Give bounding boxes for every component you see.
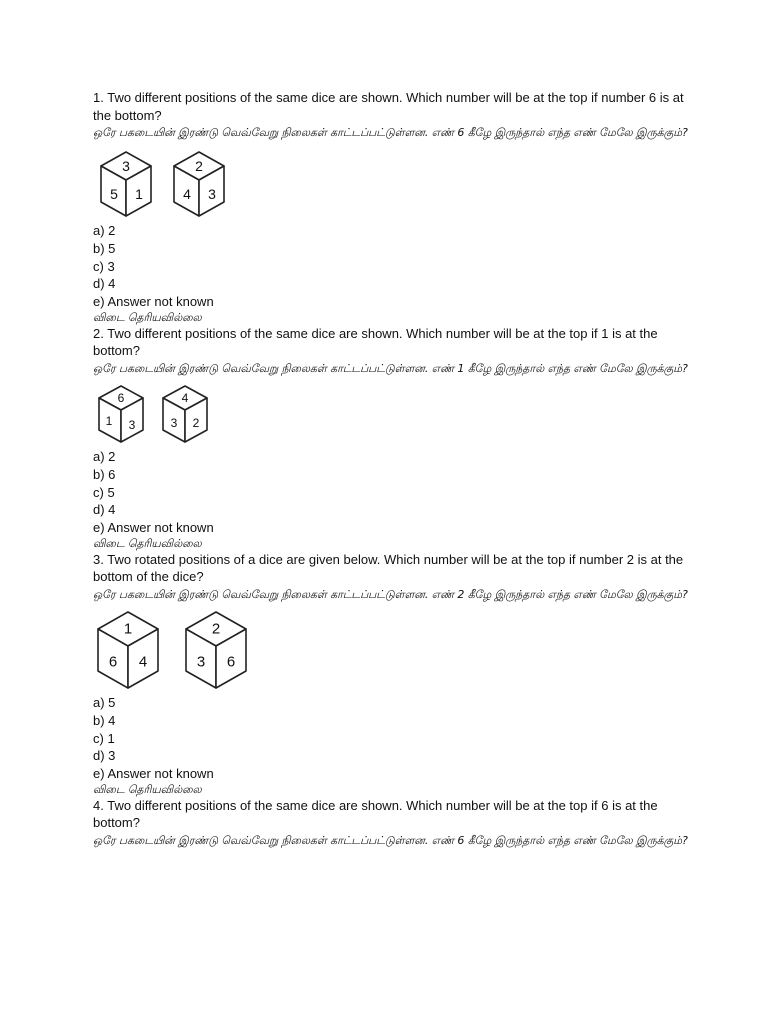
dice-face-left: 3: [170, 415, 178, 430]
dice-figure: [98, 150, 693, 218]
option-c: c) 3: [93, 258, 115, 274]
question-4: [93, 797, 693, 850]
dice-face-left: 1: [105, 413, 113, 428]
dice-image: [160, 384, 210, 444]
dice-face-right: 2: [192, 415, 200, 430]
dice-image: [171, 150, 227, 218]
dice-figure: [96, 384, 693, 444]
question-text-en: 3. Two rotated positions of a dice are given below. Which number will be at the top if number 2 is at the bottom of the dice?: [93, 551, 684, 585]
option-e: e) Answer not known: [93, 520, 214, 536]
question-text-ta: ஒரே பகடையின் இரண்டு வெவ்வேறு நிலைகள் காட்டப்பட்டுள்ளன. எண் 1 கீழே இருந்தால் எந்த எண் மேலே இருக்கும்?: [93, 361, 688, 375]
dice-face-left: 6: [108, 653, 118, 671]
question-text-en: 2. Two different positions of the same dice are shown. Which number will be at the top if 1 is at the bottom?: [93, 325, 658, 359]
dice-face-left: 3: [196, 653, 206, 671]
question-2: [93, 325, 693, 551]
dice-figure: [95, 610, 693, 690]
option-e: e) Answer not known: [93, 766, 214, 782]
question-text-ta: ஒரே பகடையின் இரண்டு வெவ்வேறு நிலைகள் காட்டப்பட்டுள்ளன. எண் 2 கீழே இருந்தால் எந்த எண் மேலே இருக்கும்?: [93, 587, 688, 601]
option-c: c) 1: [93, 730, 115, 746]
option-e-ta: விடை தெரியவில்லை: [93, 536, 202, 550]
dice-image: [98, 150, 154, 218]
dice-face-right: 6: [226, 653, 236, 671]
dice-face-top: 4: [181, 390, 189, 405]
options-list: [93, 222, 693, 325]
option-d: d) 3: [93, 748, 116, 764]
dice-image: [95, 610, 161, 690]
dice-face-left: 4: [183, 186, 191, 202]
dice-face-right: 4: [138, 653, 148, 671]
question-3: [93, 551, 693, 797]
option-e-ta: விடை தெரியவில்லை: [93, 782, 202, 796]
options-list: [93, 694, 693, 797]
dice-face-right: 1: [135, 186, 143, 202]
option-c: c) 5: [93, 484, 115, 500]
option-a: a) 5: [93, 694, 116, 710]
option-b: b) 4: [93, 712, 116, 728]
option-e-ta: விடை தெரியவில்லை: [93, 310, 202, 324]
options-list: [93, 448, 693, 551]
question-page: [93, 89, 693, 850]
option-b: b) 6: [93, 466, 116, 482]
dice-face-top: 2: [211, 620, 221, 638]
question-text-ta: ஒரே பகடையின் இரண்டு வெவ்வேறு நிலைகள் காட்டப்பட்டுள்ளன. எண் 6 கீழே இருந்தால் எந்த எண் மேலே இருக்கும்?: [93, 126, 688, 139]
option-d: d) 4: [93, 276, 116, 292]
option-e: e) Answer not known: [93, 294, 214, 310]
question-text-ta: ஒரே பகடையின் இரண்டு வெவ்வேறு நிலைகள் காட்டப்பட்டுள்ளன. எண் 6 கீழே இருந்தால் எந்த எண் மேலே இருக்கும்?: [93, 833, 688, 847]
dice-face-right: 3: [128, 417, 136, 432]
option-d: d) 4: [93, 502, 116, 518]
option-b: b) 5: [93, 240, 116, 256]
dice-face-top: 1: [123, 620, 133, 638]
option-a: a) 2: [93, 223, 116, 238]
dice-face-top: 3: [122, 158, 130, 174]
question-text-en: 1. Two different positions of the same dice are shown. Which number will be at the top if number 6 is at the bottom?: [93, 90, 684, 123]
dice-face-top: 2: [195, 158, 203, 174]
option-a: a) 2: [93, 448, 116, 464]
dice-image: [183, 610, 249, 690]
dice-face-top: 6: [117, 390, 125, 405]
dice-face-left: 5: [110, 186, 118, 202]
question-text-en: 4. Two different positions of the same dice are shown. Which number will be at the top if 6 is at the bottom?: [93, 797, 658, 831]
question-1: [93, 89, 693, 325]
dice-face-right: 3: [208, 186, 216, 202]
dice-image: [96, 384, 146, 444]
